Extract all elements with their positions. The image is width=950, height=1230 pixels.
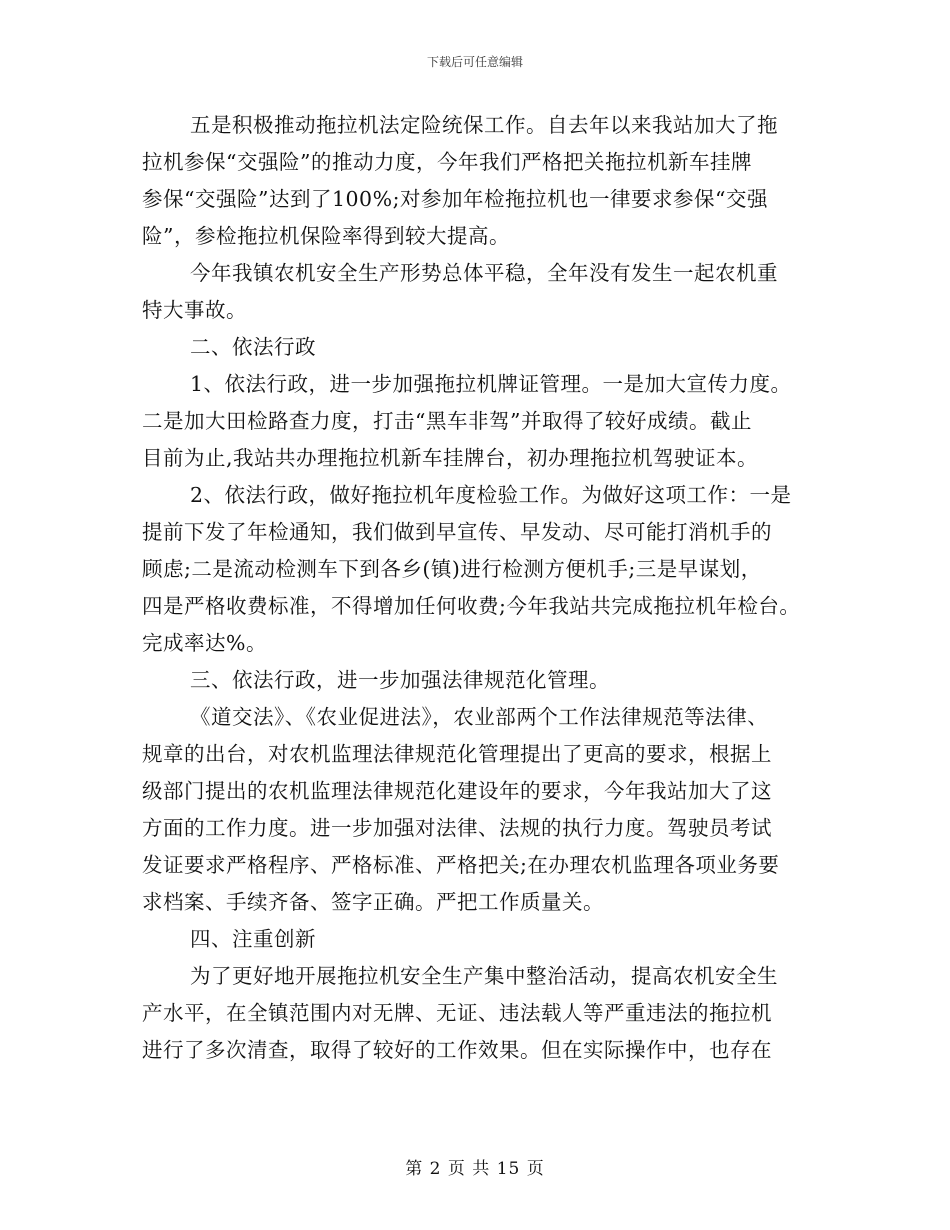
section-heading: 二、依法行政 [190, 335, 316, 359]
page-header: 下载后可任意编辑 [426, 55, 523, 69]
text-line: 参保“交强险”达到了100%;对参加年检拖拉机也一律要求参保“交强 [142, 187, 768, 211]
text-line: 规章的出台，对农机监理法律规范化管理提出了更高的要求，根据上 [142, 742, 772, 766]
text-line: 四是严格收费标准，不得增加任何收费;今年我站共完成拖拉机年检台。 [142, 594, 801, 618]
text-line: 为了更好地开展拖拉机安全生产集中整治活动，提高农机安全生 [190, 964, 778, 988]
section-heading: 三、依法行政，进一步加强法律规范化管理。 [190, 668, 610, 692]
text-line: 完成率达%。 [142, 631, 267, 655]
text-line: 特大事故。 [142, 298, 247, 322]
text-line: 拉机参保“交强险”的推动力度，今年我们严格把关拖拉机新车挂牌 [142, 150, 752, 174]
text-line: 方面的工作力度。进一步加强对法律、法规的执行力度。驾驶员考试 [142, 816, 772, 840]
text-line: 发证要求严格程序、严格标准、严格把关;在办理农机监理各项业务要 [142, 853, 780, 877]
text-line: 今年我镇农机安全生产形势总体平稳，全年没有发生一起农机重 [190, 261, 778, 285]
text-line: 二是加大田检路查力度，打击“黑车非驾”并取得了较好成绩。截止 [142, 409, 752, 433]
text-line: 五是积极推动拖拉机法定险统保工作。自去年以来我站加大了拖 [190, 113, 778, 137]
text-line: 1、依法行政，进一步加强拖拉机牌证管理。一是加大宣传力度。 [190, 372, 792, 396]
text-line: 目前为止,我站共办理拖拉机新车挂牌台，初办理拖拉机驾驶证本。 [142, 446, 759, 470]
text-line: 顾虑;二是流动检测车下到各乡(镇)进行检测方便机手;三是早谋划， [142, 557, 762, 581]
text-line: 级部门提出的农机监理法律规范化建设年的要求，今年我站加大了这 [142, 779, 772, 803]
section-heading: 四、注重创新 [190, 927, 316, 951]
text-line: 提前下发了年检通知，我们做到早宣传、早发动、尽可能打消机手的 [142, 520, 772, 544]
page-footer: 第 2 页 共 15 页 [405, 1159, 545, 1179]
text-line: 进行了多次清查，取得了较好的工作效果。但在实际操作中，也存在 [142, 1038, 772, 1062]
text-line: 产水平，在全镇范围内对无牌、无证、违法载人等严重违法的拖拉机 [142, 1001, 772, 1025]
text-line: 《道交法》、《农业促进法》，农业部两个工作法律规范等法律、 [190, 705, 769, 729]
text-line: 险”，参检拖拉机保险率得到较大提高。 [142, 224, 510, 248]
text-line: 2、依法行政，做好拖拉机年度检验工作。为做好这项工作：一是 [190, 483, 792, 507]
text-line: 求档案、手续齐备、签字正确。严把工作质量关。 [142, 890, 604, 914]
